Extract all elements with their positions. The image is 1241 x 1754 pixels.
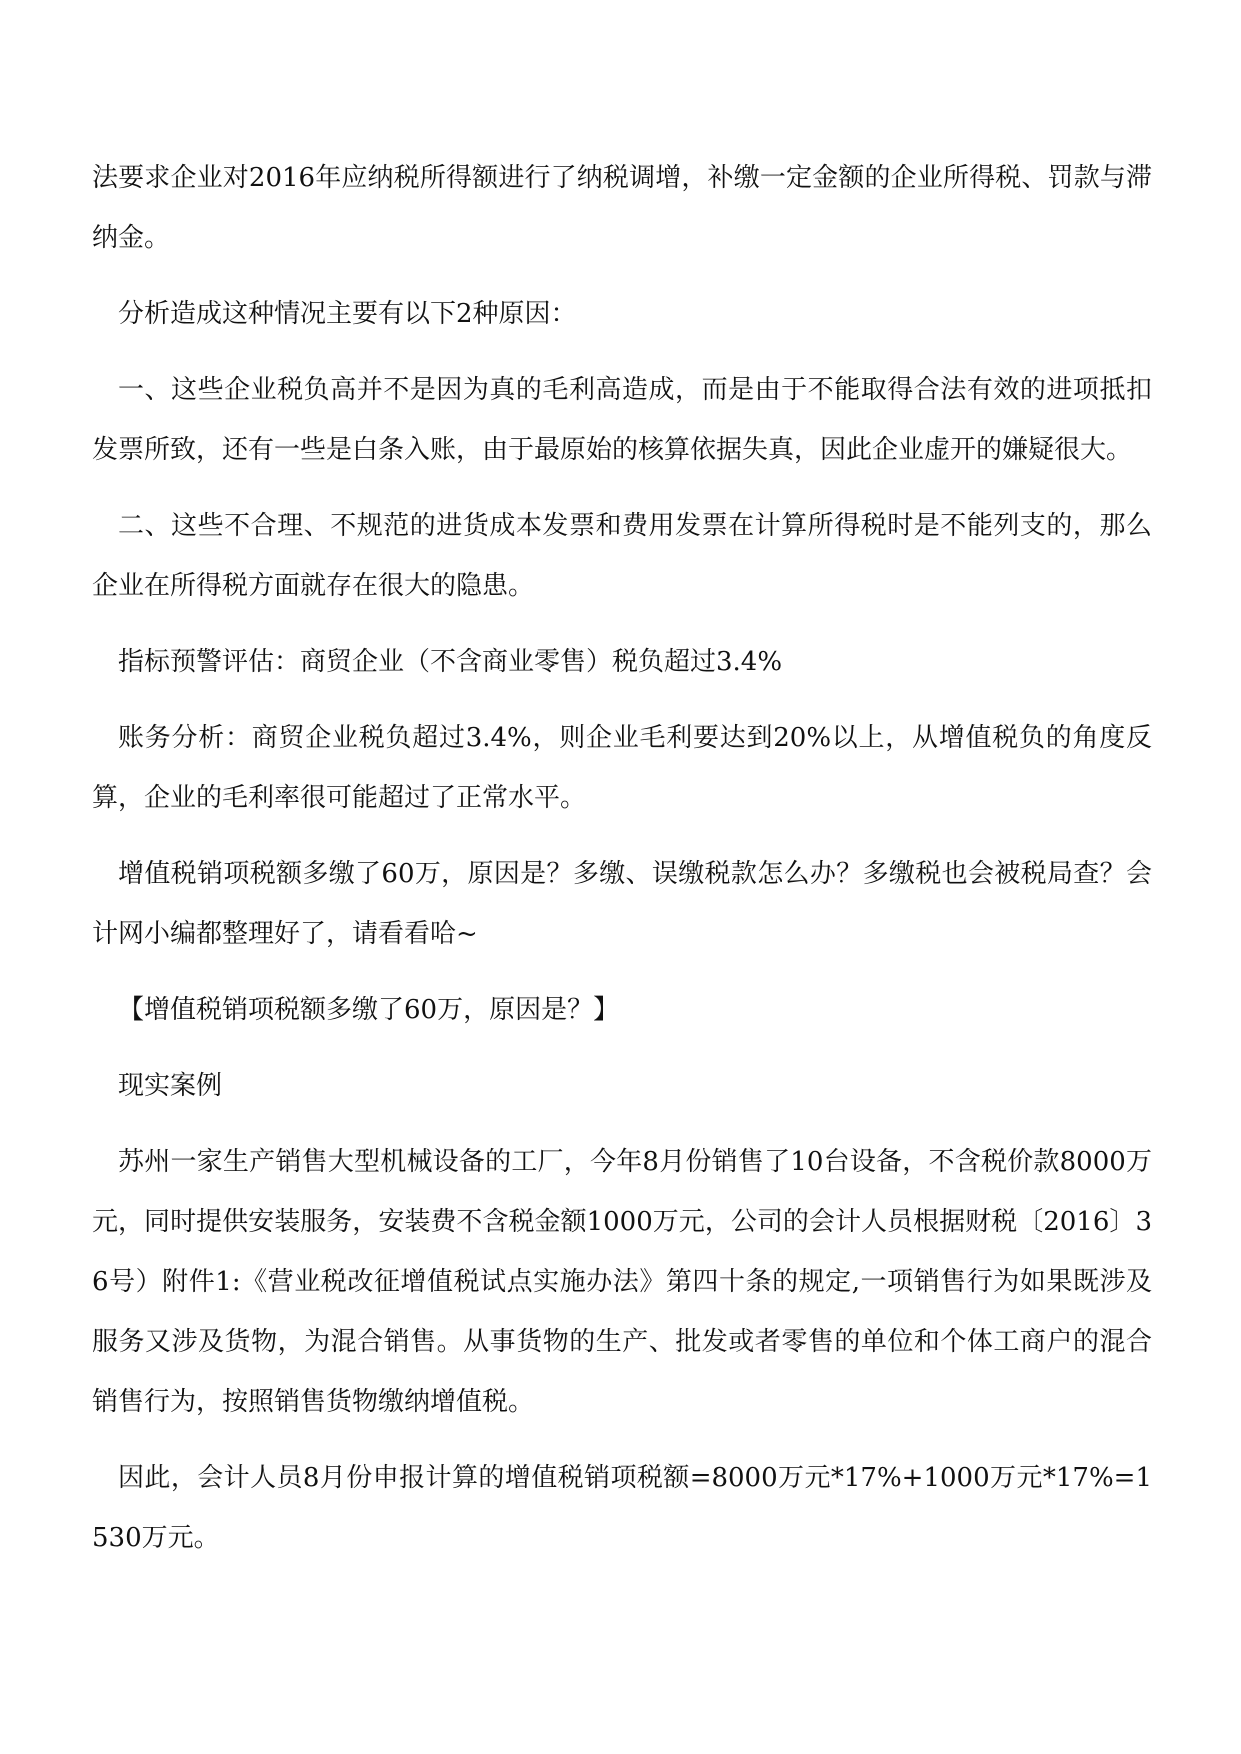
paragraph-overpaid-question: 增值税销项税额多缴了60万，原因是？多缴、误缴税款怎么办？多缴税也会被税局查？会计网小编都整理好了，请看看哈~ <box>92 859 1152 949</box>
paragraph-account-analysis: 账务分析：商贸企业税负超过3.4%，则企业毛利要达到20%以上，从增值税负的角度反算，企业的毛利率很可能超过了正常水平。 <box>92 723 1152 813</box>
document-body <box>92 148 1152 1584</box>
paragraph-reason-two: 二、这些不合理、不规范的进货成本发票和费用发票在计算所得税时是不能列支的，那么企业在所得税方面就存在很大的隐患。 <box>92 511 1152 601</box>
paragraph-reasons-intro: 分析造成这种情况主要有以下2种原因： <box>118 299 577 329</box>
section-heading-overpaid: 【增值税销项税额多缴了60万，原因是？】 <box>118 995 620 1025</box>
paragraph-indicator-warning: 指标预警评估：商贸企业（不含商业零售）税负超过3.4% <box>118 647 783 677</box>
section-heading-case: 现实案例 <box>118 1071 223 1101</box>
paragraph-case-calculation: 因此，会计人员8月份申报计算的增值税销项税额=8000万元*17%+1000万元*17%=1530万元。 <box>92 1463 1152 1553</box>
paragraph-case-description: 苏州一家生产销售大型机械设备的工厂，今年8月份销售了10台设备，不含税价款8000万元，同时提供安装服务，安装费不含税金额1000万元，公司的会计人员根据财税〔2016〕36号）附件1:《营业税改征增值税试点实施办法》第四十条的规定,一项销售行为如果既涉及服务又涉及货物，为混合销售。从事货物的生产、批发或者零售的单位和个体工商户的混合销售行为，按照销售货物缴纳增值税。 <box>92 1147 1152 1417</box>
paragraph-reason-one: 一、这些企业税负高并不是因为真的毛利高造成，而是由于不能取得合法有效的进项抵扣发票所致，还有一些是白条入账，由于最原始的核算依据失真，因此企业虚开的嫌疑很大。 <box>92 375 1152 465</box>
paragraph-tax-adjustment: 法要求企业对2016年应纳税所得额进行了纳税调增，补缴一定金额的企业所得税、罚款与滞纳金。 <box>92 163 1152 253</box>
